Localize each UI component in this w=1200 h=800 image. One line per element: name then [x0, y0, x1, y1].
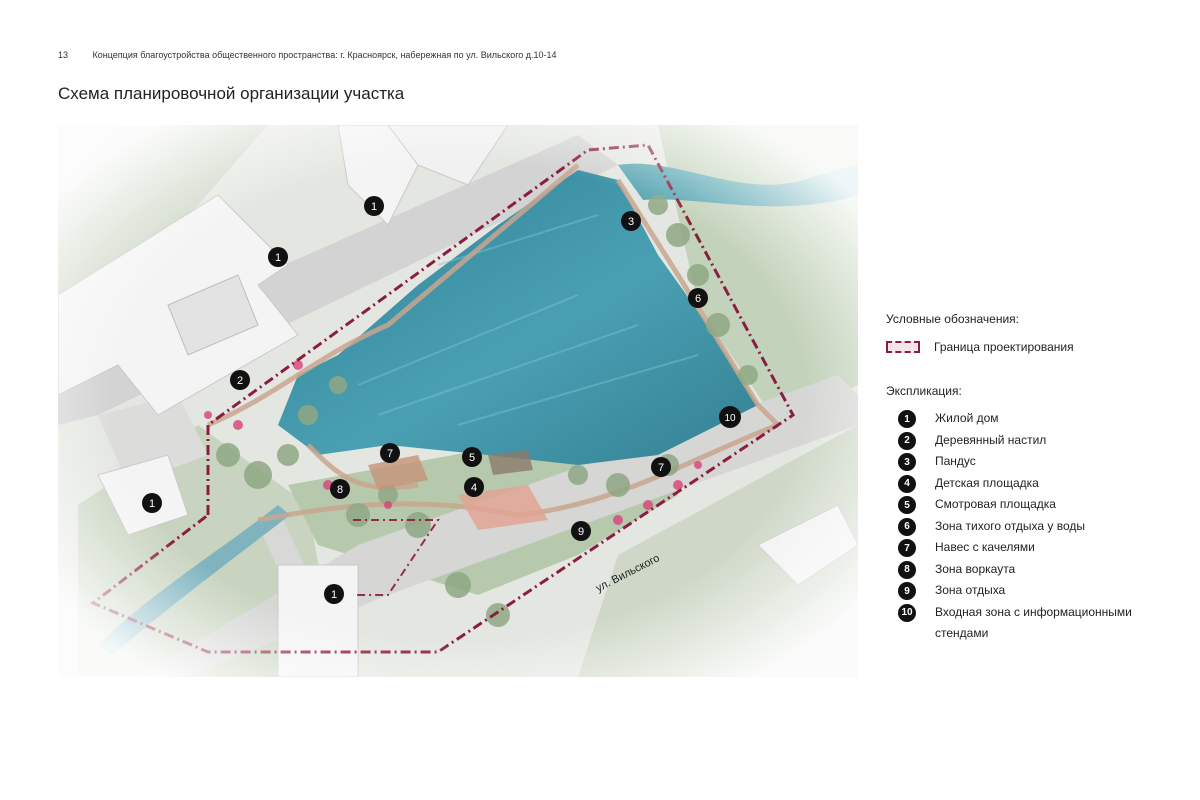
- explication-text: Зона отдыха: [935, 583, 1006, 597]
- svg-text:5: 5: [468, 452, 476, 464]
- explication-item: [886, 606, 1186, 645]
- number-badge: 4: [898, 475, 916, 493]
- marker-4: [464, 477, 484, 497]
- svg-text:6: 6: [694, 293, 702, 305]
- explication-item: [886, 563, 1186, 585]
- svg-text:1: 1: [148, 498, 156, 510]
- marker-5: [462, 447, 482, 467]
- svg-text:1: 1: [370, 201, 378, 213]
- explication-text: Деревянный настил: [935, 432, 1047, 447]
- explication-text: Детская площадка: [935, 475, 1039, 490]
- marker-1: [268, 247, 288, 267]
- marker-3: [621, 211, 641, 231]
- svg-text:1: 1: [274, 252, 282, 264]
- explication-item: [886, 520, 1186, 542]
- marker-1: [324, 584, 344, 604]
- marker-2: [230, 370, 250, 390]
- boundary-label: Граница проектирования: [934, 340, 1074, 354]
- explication-text: Смотровая площадка: [935, 497, 1056, 511]
- svg-text:3: 3: [627, 216, 635, 228]
- number-badge: 5: [898, 496, 916, 514]
- marker-9: [571, 521, 591, 541]
- explication-text: Зона тихого отдыха у воды: [935, 518, 1086, 533]
- marker-1: [142, 493, 162, 513]
- number-badge: 3: [898, 453, 916, 471]
- number-badge: 10: [898, 604, 916, 622]
- legend-panel: [886, 312, 1186, 645]
- svg-text:8: 8: [336, 484, 344, 496]
- explication-item: [886, 541, 1186, 563]
- marker-10: [719, 406, 741, 428]
- svg-text:4: 4: [470, 482, 478, 494]
- explication-list: [886, 412, 1186, 645]
- svg-text:9: 9: [577, 526, 585, 538]
- marker-6: [688, 288, 708, 308]
- boundary-symbol: [886, 341, 920, 353]
- marker-7: [651, 457, 671, 477]
- marker-8: [330, 479, 350, 499]
- marker-7: [380, 443, 400, 463]
- header-caption: Концепция благоустройства общественного пространства: г. Красноярск, набережная по ул. Вильского д.10-14: [92, 50, 557, 60]
- svg-text:7: 7: [386, 448, 394, 460]
- page-number: 13: [58, 50, 69, 60]
- marker-1: [364, 196, 384, 216]
- svg-text:7: 7: [657, 462, 665, 474]
- number-badge: 8: [898, 561, 916, 579]
- svg-text:1: 1: [330, 589, 338, 601]
- explication-item: [886, 434, 1186, 456]
- number-badge: 2: [898, 432, 916, 450]
- svg-text:2: 2: [236, 375, 244, 387]
- number-badge: 1: [898, 410, 916, 428]
- legend-title: Условные обозначения:: [886, 312, 1019, 326]
- site-plan-map: [58, 125, 858, 677]
- explication-text: Жилой дом: [935, 411, 999, 425]
- number-badge: 6: [898, 518, 916, 536]
- explication-text: Зона воркаута: [935, 561, 1016, 576]
- number-badge: 9: [898, 582, 916, 600]
- site-plan-svg: [58, 125, 858, 677]
- page-title: Схема планировочной организации участка: [58, 84, 405, 103]
- legend-boundary-row: [886, 340, 1186, 354]
- explication-text: Навес с качелями: [935, 540, 1035, 554]
- number-badge: 7: [898, 539, 916, 557]
- explication-text: Пандус: [935, 454, 976, 468]
- explication-title: Экспликация:: [886, 384, 962, 398]
- page-header: [58, 50, 557, 60]
- map-vignette: [58, 125, 858, 677]
- explication-text: Входная зона с информационными стендами: [935, 604, 1132, 640]
- svg-text:10: 10: [724, 413, 736, 424]
